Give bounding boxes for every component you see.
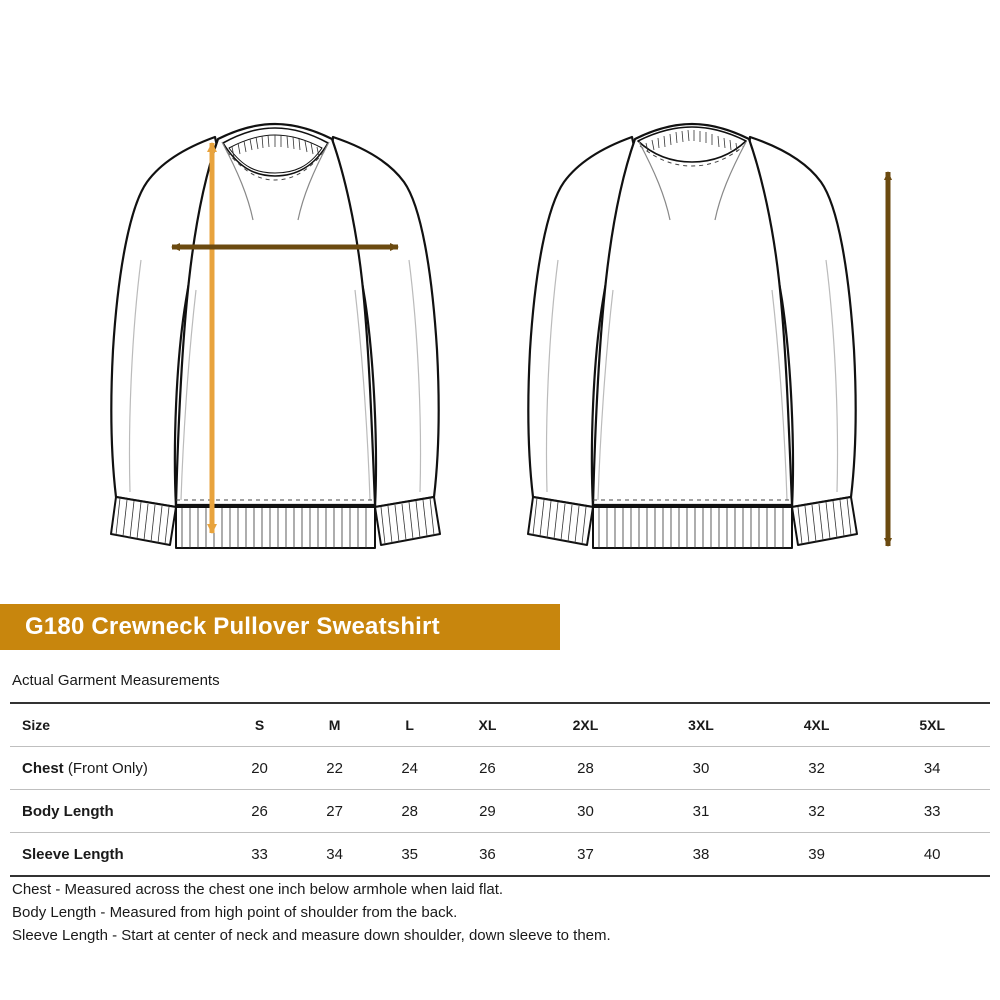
cell-sleeve-m: 34 — [297, 833, 372, 877]
sweatshirt-front-view — [111, 124, 440, 548]
cell-chest-2xl: 28 — [528, 747, 644, 790]
note-chest: Chest - Measured across the chest one inch below armhole when laid flat. — [12, 881, 504, 898]
row-label-chest-bold: Chest — [22, 759, 64, 777]
cell-sleeve-5xl: 40 — [874, 833, 990, 877]
cell-body-m: 27 — [297, 790, 372, 833]
page-title: G180 Crewneck Pullover Sweatshirt — [25, 613, 440, 640]
cell-sleeve-xl: 36 — [447, 833, 527, 877]
column-header-3xl: 3XL — [643, 703, 759, 747]
column-header-m: M — [297, 703, 372, 747]
column-header-size: Size — [10, 703, 222, 747]
column-header-2xl: 2XL — [528, 703, 644, 747]
cell-body-l: 28 — [372, 790, 447, 833]
cell-chest-m: 22 — [297, 747, 372, 790]
cell-sleeve-3xl: 38 — [643, 833, 759, 877]
column-header-l: L — [372, 703, 447, 747]
measurement-notes — [12, 878, 982, 947]
cell-chest-s: 20 — [222, 747, 297, 790]
column-header-4xl: 4XL — [759, 703, 875, 747]
column-header-s: S — [222, 703, 297, 747]
sweatshirt-back-view — [528, 124, 857, 548]
product-title-bar — [0, 604, 560, 650]
cell-sleeve-4xl: 39 — [759, 833, 875, 877]
cell-sleeve-l: 35 — [372, 833, 447, 877]
table-row — [10, 790, 990, 833]
size-chart-table — [10, 702, 990, 877]
row-label-chest — [10, 747, 222, 790]
cell-body-3xl: 31 — [643, 790, 759, 833]
table-row — [10, 747, 990, 790]
cell-body-2xl: 30 — [528, 790, 644, 833]
column-header-5xl: 5XL — [874, 703, 990, 747]
cell-chest-4xl: 32 — [759, 747, 875, 790]
note-sleeve-length: Sleeve Length - Start at center of neck and measure down shoulder, down sleeve to them. — [12, 927, 611, 944]
row-label-sleeve-length-bold: Sleeve Length — [22, 845, 124, 863]
measurements-caption: Actual Garment Measurements — [12, 672, 220, 689]
cell-chest-l: 24 — [372, 747, 447, 790]
cell-body-s: 26 — [222, 790, 297, 833]
cell-body-xl: 29 — [447, 790, 527, 833]
column-header-xl: XL — [447, 703, 527, 747]
table-header-row — [10, 703, 990, 747]
row-label-body-length-bold: Body Length — [22, 802, 114, 820]
note-body-length: Body Length - Measured from high point of shoulder from the back. — [12, 904, 458, 921]
cell-chest-5xl: 34 — [874, 747, 990, 790]
row-label-sleeve-length — [10, 833, 222, 877]
row-label-chest-note: (Front Only) — [63, 759, 148, 777]
cell-chest-3xl: 30 — [643, 747, 759, 790]
cell-sleeve-2xl: 37 — [528, 833, 644, 877]
cell-chest-xl: 26 — [447, 747, 527, 790]
table-row — [10, 833, 990, 877]
cell-sleeve-s: 33 — [222, 833, 297, 877]
cell-body-5xl: 33 — [874, 790, 990, 833]
cell-body-4xl: 32 — [759, 790, 875, 833]
row-label-body-length — [10, 790, 222, 833]
